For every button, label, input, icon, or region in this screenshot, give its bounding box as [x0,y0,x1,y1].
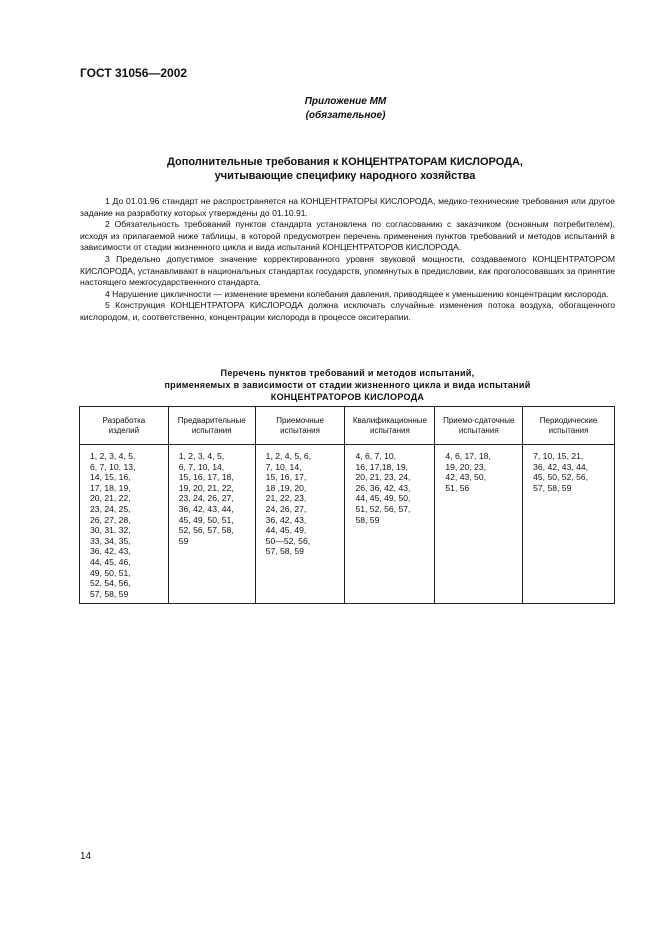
cell-delivery-tests [435,445,523,604]
cell-line: 23, 24, 26, 27, [178,493,234,504]
cell-line: 20, 21, 22, [90,493,131,504]
cell-line: 30, 31, 32, [90,525,131,536]
header-development: Разработка изделий [80,407,169,445]
paragraph-2: 2 Обязательность требований пунктов стандарта установлена по согласованию с заказчиком (основным потребителем), исходя из прилагаемой ниже таблицы, в которой предусмотрен перечень применения пунктов требований и методов испытаний в зависимости от стадии жизненного цикла и вида испытаний КОНЦЕНТРАТОРОВ КИСЛОРОДА. [80,219,615,253]
annex-status: (обязательное) [305,110,386,121]
body-text [80,196,615,324]
cell-line: 15, 16, 17, [265,472,307,483]
cell-line: 59 [178,535,189,546]
cell-line: 57, 58, 59 [533,482,572,493]
section-title-line-2: учитывающие специфику народного хозяйства [214,170,476,182]
paragraph-5: 5 Конструкция КОНЦЕНТРАТОРА КИСЛОРОДА должна исключать случайные изменения потока воздуха, обогащенного кислородом, и, соответственно, концентрации кислорода в процессе окситерапии. [80,300,615,322]
cell-line: 4, 6, 17, 18, [445,451,491,461]
cell-line: 52, 56, 57, 58, [178,525,234,536]
cell-line: 58, 59 [355,514,380,525]
header-acceptance-tests: Приемочные испытания [255,407,345,445]
cell-line: 7, 10, 15, 21, [533,451,584,461]
cell-line: 17, 18, 19, [90,482,131,493]
cell-line: 52, 54, 56, [90,578,131,589]
annex-label: Приложение ММ [304,96,387,107]
cell-line: 51, 56 [445,482,470,493]
table-row [80,445,615,604]
table-caption-line-1: Перечень пунктов требований и методов испытаний, [220,368,475,378]
cell-preliminary-tests [168,445,255,604]
cell-line: 15, 16, 17, 18, [178,472,234,483]
cell-line: 51, 52, 56, 57, [355,503,411,514]
cell-line: 6, 7, 10, 14, [178,461,225,472]
cell-line: 36, 42, 43, 44, [178,503,234,514]
paragraph-3: 3 Предельно допустимое значение корректированного уровня звуковой мощности, создаваемого КОНЦЕНТРАТОРОМ КИСЛОРОДА, устанавливают в национальных стандартах государств, упомянутых в предисловии, как проголосовавших за принятие настоящего межгосударственного стандарта. [80,253,615,288]
section-title [80,155,610,183]
cell-line: 36, 42, 43, [90,546,131,557]
header-qualification-tests: Квалификационные испытания [345,407,435,445]
cell-line: 36, 42, 43, [265,514,307,525]
cell-periodic-tests [523,445,615,604]
table-caption-line-3: КОНЦЕНТРАТОРОВ КИСЛОРОДА [270,392,425,402]
cell-line: 36, 42, 43, 44, [533,461,589,472]
cell-line: 45, 49, 50, 51, [178,514,234,525]
cell-line: 57, 58, 59 [90,588,129,599]
header-delivery-tests: Приемо-сдаточные испытания [435,407,523,445]
page-number: 14 [80,851,92,862]
table-header-row [80,407,615,445]
section-title-line-1: Дополнительные требования к КОНЦЕНТРАТОРАМ КИСЛОРОДА, [167,156,523,168]
cell-line: 44, 45, 46, [90,556,131,567]
header-preliminary-tests: Предварительные испытания [168,407,255,445]
cell-line: 49, 50, 51, [90,567,131,578]
cell-line: 42, 43, 50, [445,472,487,483]
cell-line: 7, 10, 14, [265,461,302,472]
cell-line: 44, 45, 49, 50, [355,493,411,504]
cell-acceptance-tests [255,445,345,604]
cell-line: 23, 24, 25, [90,503,131,514]
cell-line: 24, 26, 27, [265,503,307,514]
header-periodic-tests: Периодические испытания [523,407,615,445]
cell-line: 16, 17,18, 19, [355,461,409,472]
cell-line: 44, 45, 49, [265,525,307,536]
cell-line: 1, 2, 3, 4, 5, [90,451,136,461]
standard-code: ГОСТ 31056—2002 [80,66,188,80]
cell-qualification-tests [345,445,435,604]
cell-development [80,445,169,604]
paragraph-1: 1 До 01.01.96 стандарт не распространяется на КОНЦЕНТРАТОРЫ КИСЛОРОДА, медико-технические требования или другое задание на разработку которых утверждены до 01.10.91. [80,196,615,218]
cell-line: 18 ,19, 20, [265,482,307,493]
cell-line: 6, 7, 10, 13, [90,461,136,472]
cell-line: 4, 6, 7, 10, [355,451,397,461]
cell-line: 1, 2, 3, 4, 5, [178,451,225,461]
cell-line: 26, 27, 28, [90,514,131,525]
cell-line: 20, 21, 23, 24, [355,472,411,483]
cell-line: 57, 58, 59 [265,546,304,557]
annex-heading [0,95,661,123]
table-caption [80,367,615,403]
cell-line: 19, 20, 21, 22, [178,482,234,493]
table-caption-line-2: применяемых в зависимости от стадии жизненного цикла и вида испытаний [164,380,531,390]
cell-line: 21, 22, 23, [265,493,307,504]
cell-line: 14, 15, 16, [90,472,131,483]
cell-line: 33, 34, 35, [90,535,131,546]
cell-line: 19, 20, 23, [445,461,487,472]
cell-line: 1, 2, 4, 5, 6, [265,451,312,461]
cell-line: 26, 36, 42, 43, [355,482,411,493]
cell-line: 45, 50, 52, 56, [533,472,589,483]
paragraph-4: 4 Нарушение цикличности — изменение времени колебания давления, приводящее к уменьшению концентрации кислорода. [105,288,609,299]
cell-line: 50—52, 56, [265,535,311,546]
requirements-table [79,406,615,604]
